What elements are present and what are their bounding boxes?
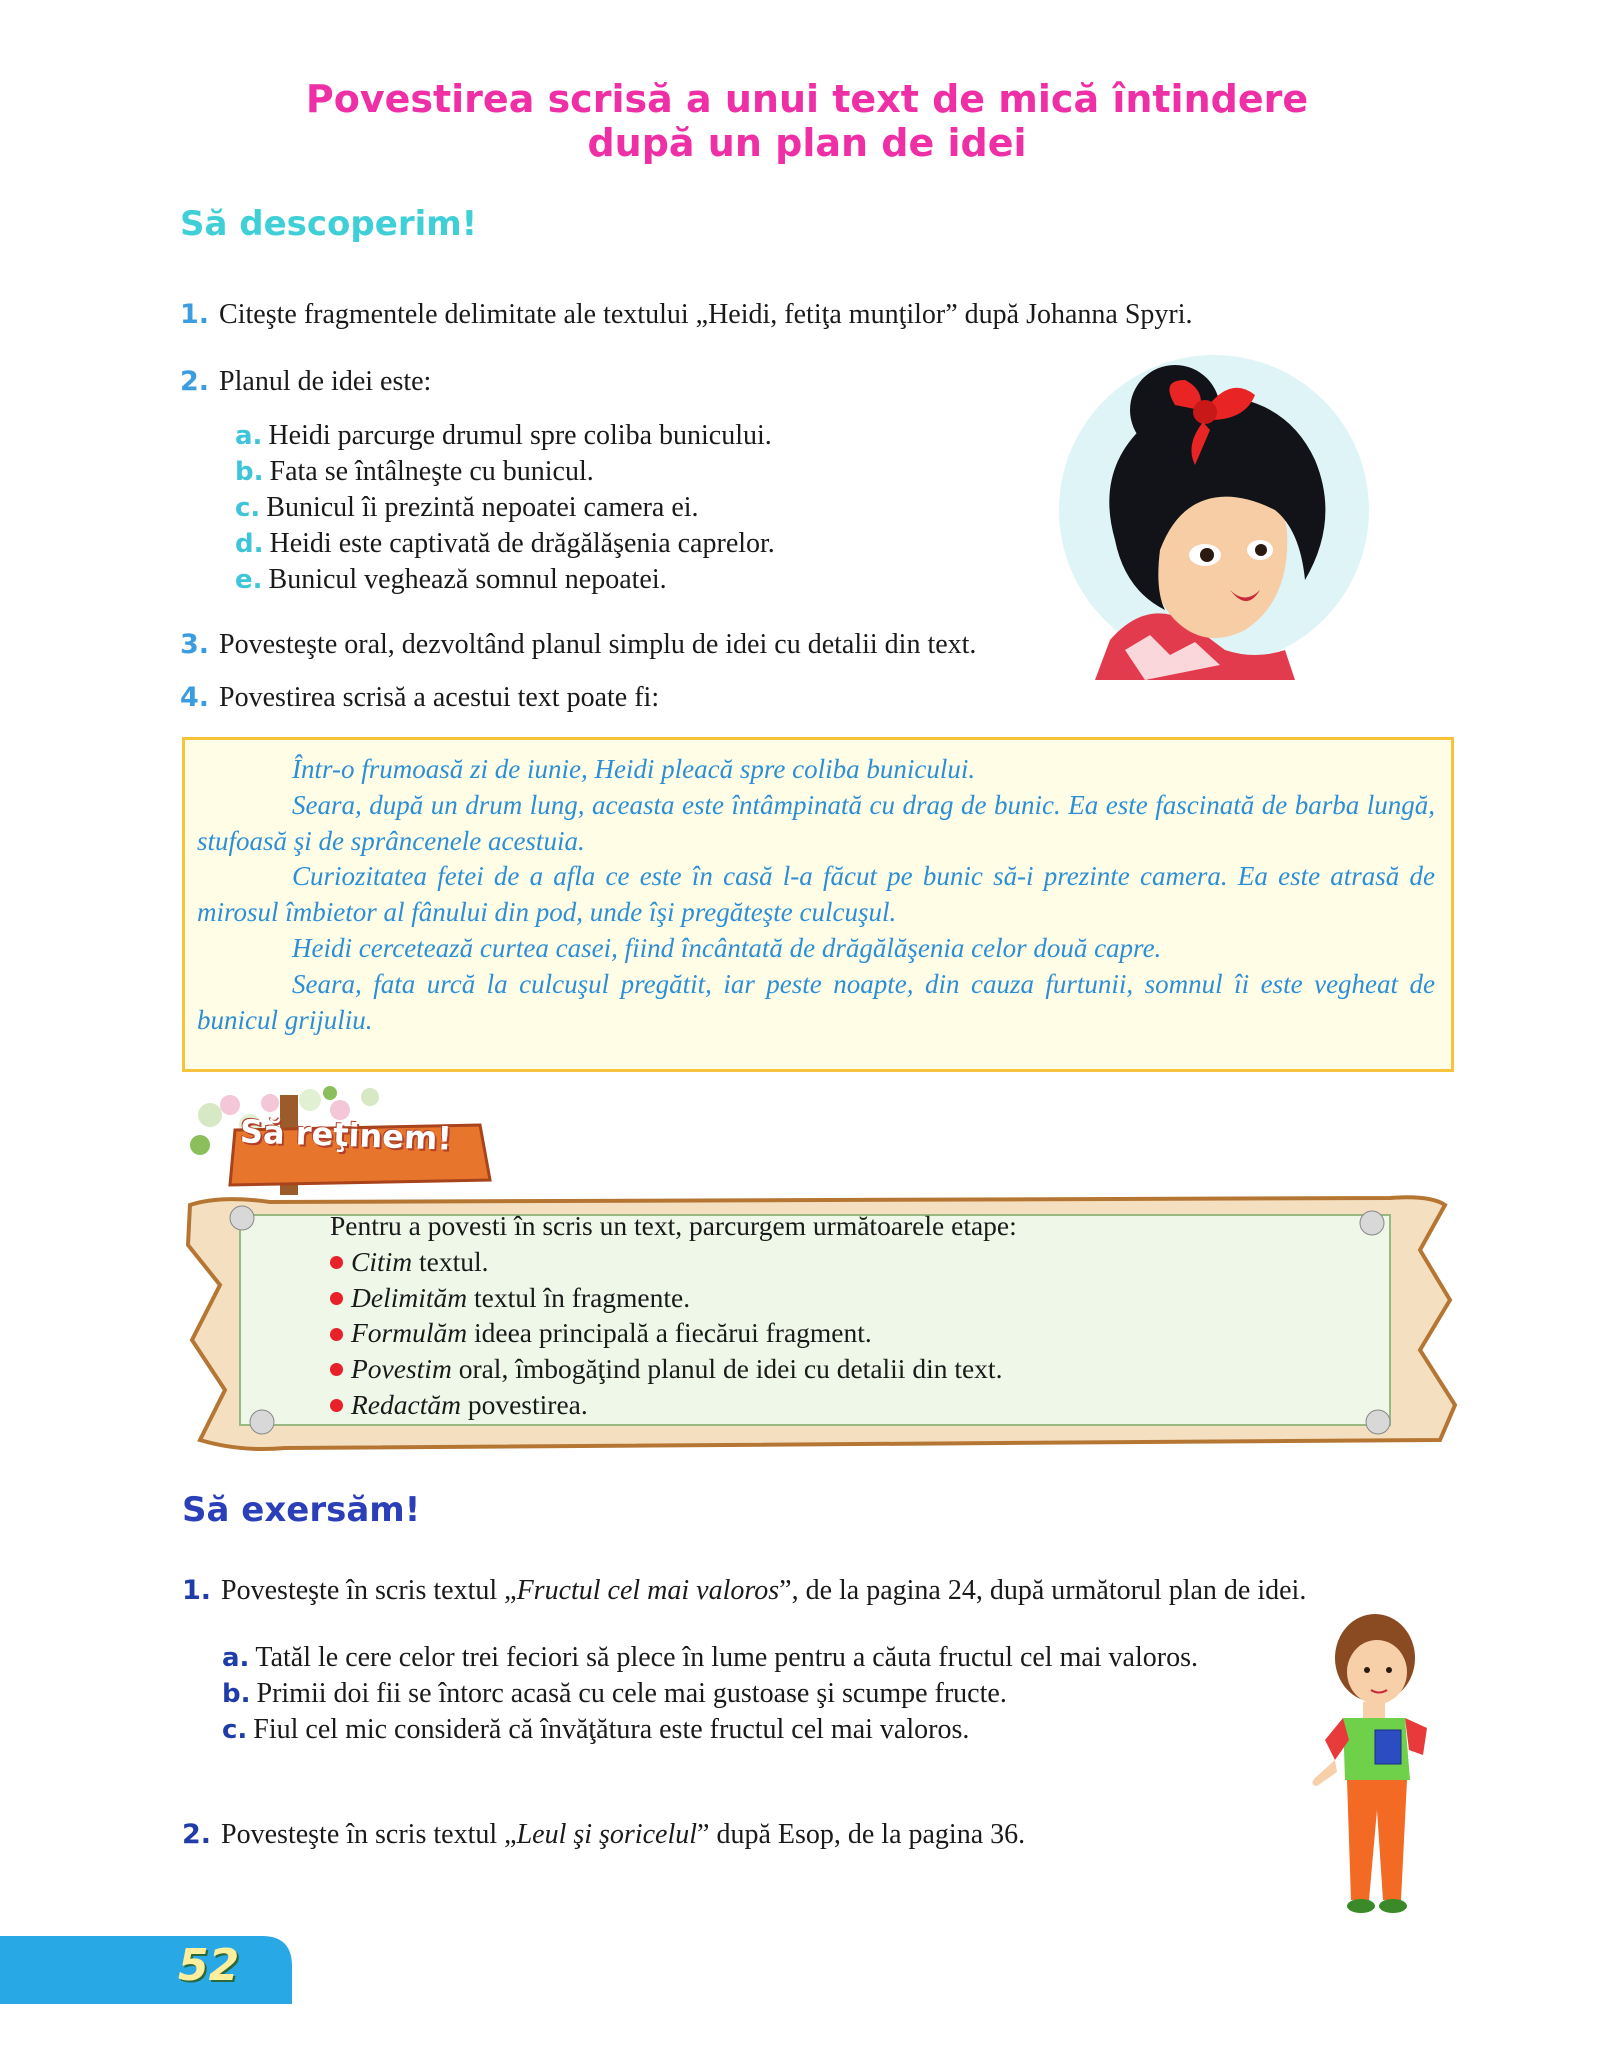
plan-letter: a. bbox=[222, 1643, 250, 1673]
title-line-2: după un plan de idei bbox=[587, 121, 1027, 165]
item-text: ”, de la pagina 24, după următorul plan de idei. bbox=[779, 1575, 1307, 1606]
discover-heading: Să descoperim! bbox=[180, 204, 478, 244]
item-text: Povesteşte în scris textul „ bbox=[221, 1575, 517, 1606]
item-number: 2. bbox=[180, 366, 210, 397]
page-number-tab bbox=[0, 1936, 292, 2004]
bullet-icon bbox=[330, 1328, 343, 1341]
discover-item-4 bbox=[180, 680, 659, 716]
plan-item bbox=[235, 454, 775, 490]
plan-text: Primii doi fii se întorc acasă cu cele mai gustoase şi scumpe fructe. bbox=[256, 1678, 1007, 1709]
bullet-icon bbox=[330, 1256, 343, 1269]
item-text: Citeşte fragmentele delimitate ale textului „Heidi, fetiţa munţilor” după Johanna Spyri. bbox=[219, 299, 1193, 330]
plan-text: Heidi parcurge drumul spre coliba bunicului. bbox=[268, 420, 772, 451]
remember-intro: Pentru a povesti în scris un text, parcurgem următoarele etape: bbox=[330, 1210, 1017, 1241]
plan-letter: c. bbox=[222, 1715, 248, 1745]
discover-item-3 bbox=[180, 627, 976, 663]
plan-letter: a. bbox=[235, 421, 263, 451]
boy-illustration bbox=[1305, 1610, 1440, 1920]
plan-text: Fata se întâlneşte cu bunicul. bbox=[269, 456, 594, 487]
item-text: Povesteşte în scris textul „ bbox=[221, 1819, 517, 1850]
item-text: Planul de idei este: bbox=[219, 366, 432, 397]
step-verb: Formulăm bbox=[351, 1317, 468, 1349]
plan-text: Tatăl le cere celor trei feciori să plece în lume pentru a căuta fructul cel mai valoros. bbox=[255, 1642, 1198, 1673]
plan-letter: b. bbox=[235, 457, 264, 487]
discover-plan-list bbox=[235, 418, 775, 598]
text-title: Leul şi şoricelul bbox=[516, 1819, 698, 1850]
plan-item bbox=[222, 1712, 1198, 1748]
text-title: Fructul cel mai valoros bbox=[516, 1575, 780, 1606]
title-line-1: Povestirea scrisă a unui text de mică întindere bbox=[305, 77, 1309, 121]
discover-item-2 bbox=[180, 364, 431, 400]
bullet-icon bbox=[330, 1363, 343, 1376]
item-text: Povesteşte oral, dezvoltând planul simplu de idei cu detalii din text. bbox=[219, 629, 977, 660]
plan-item bbox=[235, 418, 775, 454]
remember-step bbox=[330, 1315, 1017, 1351]
remember-step bbox=[330, 1280, 1017, 1316]
bullet-icon bbox=[330, 1292, 343, 1305]
plan-letter: d. bbox=[235, 529, 264, 559]
story-box bbox=[182, 737, 1454, 1072]
plan-item bbox=[235, 490, 775, 526]
practice-heading: Să exersăm! bbox=[182, 1490, 421, 1530]
practice-item-1 bbox=[182, 1573, 1306, 1609]
plan-item bbox=[235, 562, 775, 598]
remember-step bbox=[330, 1244, 1017, 1280]
remember-content bbox=[330, 1208, 1017, 1423]
item-text: Povestirea scrisă a acestui text poate fi: bbox=[219, 682, 660, 713]
plan-item bbox=[222, 1640, 1198, 1676]
discover-item-1 bbox=[180, 297, 1193, 333]
item-number: 4. bbox=[180, 682, 210, 713]
story-paragraph: Într-o frumoasă zi de iunie, Heidi pleacă spre coliba bunicului. bbox=[292, 754, 976, 784]
heidi-illustration bbox=[1055, 350, 1373, 680]
step-verb: Povestim bbox=[351, 1353, 452, 1385]
story-paragraph: Curiozitatea fetei de a afla ce este în casă l-a făcut pe bunic să-i prezinte camera. Ea este atrasă de mirosul îmbietor al fânului din pod, unde îşi pregăteşte culcuşul. bbox=[197, 861, 1435, 928]
page-number: 52 bbox=[178, 1940, 240, 1991]
plan-letter: e. bbox=[235, 565, 263, 595]
remember-step bbox=[330, 1351, 1017, 1387]
item-number: 3. bbox=[180, 629, 210, 660]
practice-item-2 bbox=[182, 1817, 1025, 1853]
plan-item bbox=[222, 1676, 1198, 1712]
step-text: textul. bbox=[412, 1245, 489, 1277]
step-text: oral, îmbogăţind planul de idei cu detalii din text. bbox=[451, 1353, 1003, 1385]
plan-text: Fiul cel mic consideră că învăţătura este fructul cel mai valoros. bbox=[253, 1714, 970, 1745]
step-verb: Delimităm bbox=[351, 1281, 468, 1313]
step-text: ideea principală a fiecărui fragment. bbox=[467, 1317, 872, 1349]
item-text: ” după Esop, de la pagina 36. bbox=[697, 1819, 1026, 1850]
bullet-icon bbox=[330, 1399, 343, 1412]
plan-item bbox=[235, 526, 775, 562]
page-title bbox=[0, 77, 1614, 165]
plan-text: Heidi este captivată de drăgălăşenia caprelor. bbox=[269, 528, 775, 559]
step-text: povestirea. bbox=[460, 1388, 588, 1420]
plan-letter: c. bbox=[235, 493, 261, 523]
remember-sign-label: Să reţinem! bbox=[239, 1112, 453, 1158]
plan-text: Bunicul îi prezintă nepoatei camera ei. bbox=[266, 492, 699, 523]
story-paragraph: Heidi cercetează curtea casei, fiind încântată de drăgălăşenia celor două capre. bbox=[292, 932, 1162, 963]
story-paragraph: Seara, fata urcă la culcuşul pregătit, iar peste noapte, din cauza furtunii, somnul îi este vegheat de bunicul grijuliu. bbox=[197, 968, 1435, 1035]
item-number: 2. bbox=[182, 1819, 212, 1850]
step-verb: Redactăm bbox=[351, 1388, 461, 1420]
remember-step bbox=[330, 1387, 1017, 1423]
step-text: textul în fragmente. bbox=[467, 1281, 691, 1313]
item-number: 1. bbox=[182, 1575, 212, 1606]
step-verb: Citim bbox=[351, 1245, 413, 1277]
plan-text: Bunicul veghează somnul nepoatei. bbox=[268, 564, 667, 595]
story-paragraph: Seara, după un drum lung, aceasta este întâmpinată cu drag de bunic. Ea este fascinată de barba lungă, stufoasă şi de sprâncenele acestuia. bbox=[197, 789, 1435, 856]
item-number: 1. bbox=[180, 299, 210, 330]
practice-plan-list bbox=[222, 1640, 1198, 1748]
plan-letter: b. bbox=[222, 1679, 251, 1709]
